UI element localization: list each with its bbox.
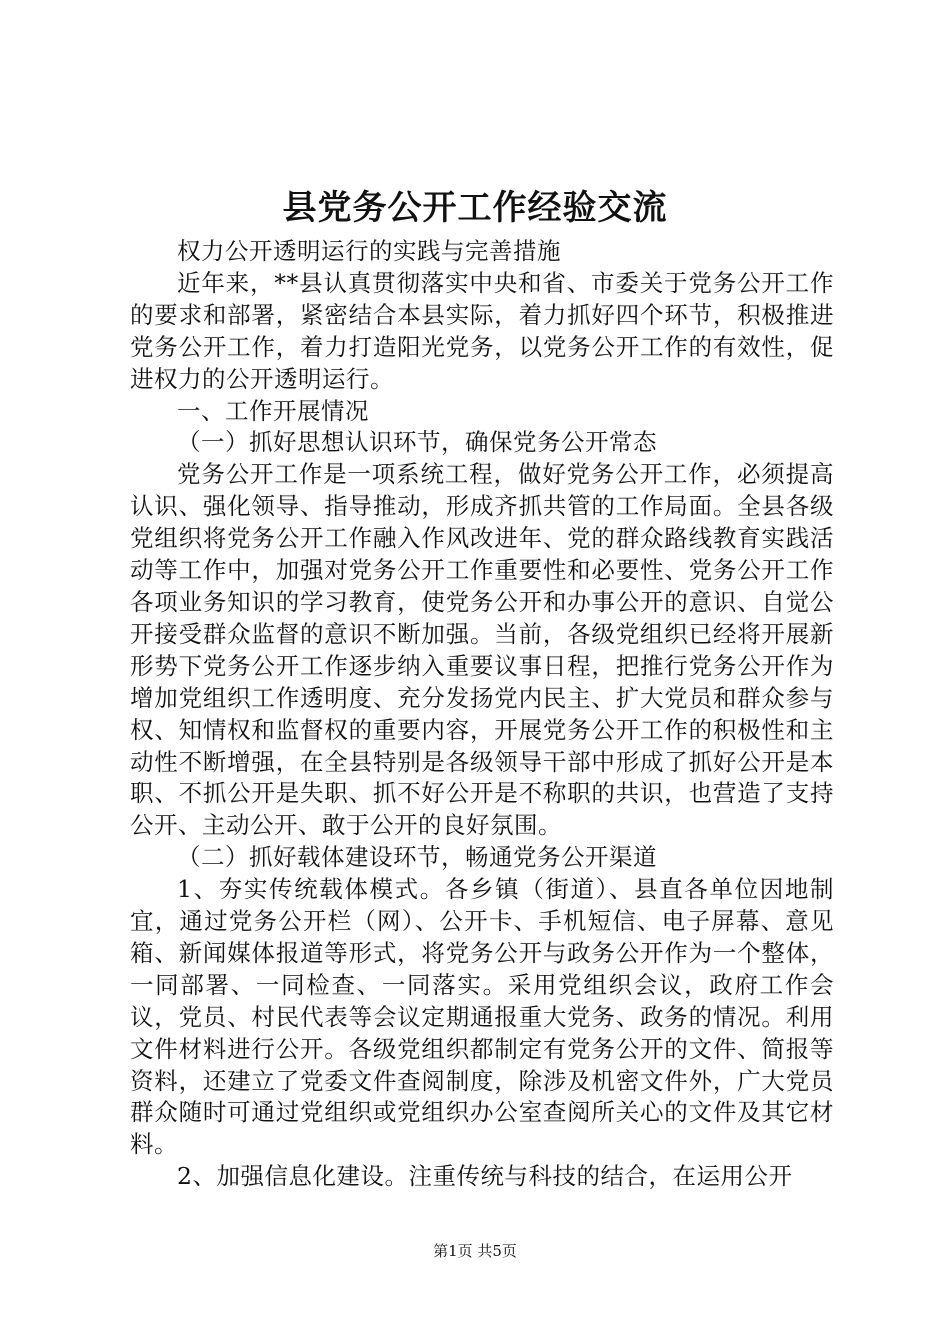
page-footer: 第1页 共5页 [433, 1242, 517, 1260]
subtitle-paragraph: 权力公开透明运行的实践与完善措施 [177, 237, 561, 265]
subsection-heading-2: （二）抓好载体建设环节，畅通党务公开渠道 [177, 843, 657, 872]
subsection-heading-1: （一）抓好思想认识环节，确保党务公开常态 [177, 428, 657, 457]
intro-paragraph: 近年来，**县认真贯彻落实中央和省、市委关于党务公开工作的要求和部署，紧密结合本县实际，着力抓好四个环节，积极推进党务公开工作，着力打造阳光党务，以党务公开工作的有效性，促进权力的公开透明运行。 [130, 268, 834, 393]
body-paragraph-2: 1、夯实传统载体模式。各乡镇（街道）、县直各单位因地制宜，通过党务公开栏（网）、公开卡、手机短信、电子屏幕、意见箱、新闻媒体报道等形式，将党务公开与政务公开作为一个整体，一同部署、一同检查、一同落实。采用党组织会议，政府工作会议，党员、村民代表等会议定期通报重大党务、政务的情况。利用文件材料进行公开。各级党组织都制定有党务公开的文件、简报等资料，还建立了党委文件查阅制度，除涉及机密文件外，广大党员群众随时可通过党组织或党组织办公室查阅所关心的文件及其它材料。 [130, 875, 834, 1159]
document-body [130, 236, 834, 1193]
section-heading: 一、工作开展情况 [177, 396, 369, 425]
body-paragraph-1: 党务公开工作是一项系统工程，做好党务公开工作，必须提高认识、强化领导、指导推动，形成齐抓共管的工作局面。全县各级党组织将党务公开工作融入作风改进年、党的群众路线教育实践活动等工作中，加强对党务公开工作重要性和必要性、党务公开工作各项业务知识的学习教育，使党务公开和办事公开的意识、自觉公开接受群众监督的意识不断加强。当前，各级党组织已经将开展新形势下党务公开工作逐步纳入重要议事日程，把推行党务公开作为增加党组织工作透明度、充分发扬党内民主、扩大党员和群众参与权、知情权和监督权的重要内容，开展党务公开工作的积极性和主动性不断增强，在全县特别是各级领导干部中形成了抓好公开是本职、不抓公开是失职、抓不好公开是不称职的共识，也营造了支持公开、主动公开、敢于公开的良好氛围。 [130, 460, 834, 840]
body-paragraph-3: 2、加强信息化建设。注重传统与科技的结合，在运用公开 [177, 1162, 793, 1191]
document-title: 县党务公开工作经验交流 [282, 188, 668, 228]
